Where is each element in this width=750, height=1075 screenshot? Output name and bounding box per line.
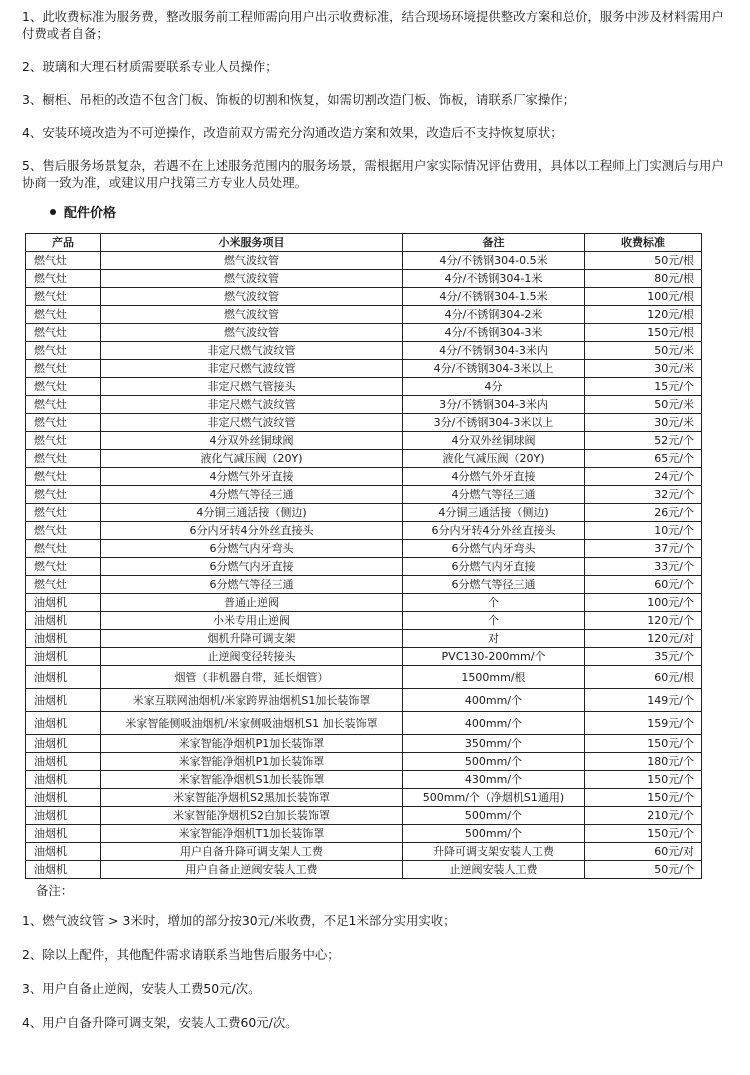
product-cell: 燃气灶 xyxy=(26,306,101,324)
service-item-cell: 米家智能净烟机S1加长装饰罩 xyxy=(101,771,403,789)
product-cell: 油烟机 xyxy=(26,753,101,771)
service-item-cell: 燃气波纹管 xyxy=(101,270,403,288)
remark-cell: 4分/不锈钢304-0.5米 xyxy=(403,252,585,270)
table-body xyxy=(26,252,702,879)
table-row xyxy=(26,252,702,270)
table-row xyxy=(26,735,702,753)
remark-cell: 400mm/个 xyxy=(403,712,585,735)
price-cell: 30元/米 xyxy=(585,360,702,378)
price-cell: 80元/根 xyxy=(585,270,702,288)
remark-cell: 6分燃气内牙弯头 xyxy=(403,540,585,558)
note-item: 2、除以上配件，其他配件需求请联系当地售后服务中心； xyxy=(22,947,340,962)
service-item-cell: 4分燃气外牙直接 xyxy=(101,468,403,486)
remark-cell: 430mm/个 xyxy=(403,771,585,789)
intro-terms xyxy=(22,8,734,207)
table-row xyxy=(26,771,702,789)
service-item-cell: 6分内牙转4分外丝直接头 xyxy=(101,522,403,540)
product-cell: 油烟机 xyxy=(26,825,101,843)
remark-cell: 500mm/个 xyxy=(403,753,585,771)
remark-cell: 400mm/个 xyxy=(403,689,585,712)
product-cell: 燃气灶 xyxy=(26,540,101,558)
product-cell: 燃气灶 xyxy=(26,558,101,576)
section-heading xyxy=(50,202,116,221)
note-item: 3、用户自备止逆阀，安装人工费50元/次。 xyxy=(22,981,261,996)
remark-cell: 个 xyxy=(403,594,585,612)
table-row xyxy=(26,807,702,825)
price-cell: 32元/个 xyxy=(585,486,702,504)
note-item: 1、燃气波纹管 > 3米时，增加的部分按30元/米收费，不足1米部分实用实收； xyxy=(22,913,456,928)
service-item-cell: 4分铜三通活接（侧边) xyxy=(101,504,403,522)
remark-cell: 液化气减压阀（20Y) xyxy=(403,450,585,468)
product-cell: 燃气灶 xyxy=(26,504,101,522)
remark-cell: 4分铜三通活接（侧边) xyxy=(403,504,585,522)
price-cell: 100元/个 xyxy=(585,594,702,612)
product-cell: 燃气灶 xyxy=(26,432,101,450)
price-cell: 150元/个 xyxy=(585,789,702,807)
table-row xyxy=(26,689,702,712)
table-row xyxy=(26,270,702,288)
intro-term: 3、橱柜、吊柜的改造不包含门板、饰板的切割和恢复，如需切割改造门板、饰板，请联系厂家操作； xyxy=(22,92,576,107)
table-row xyxy=(26,576,702,594)
product-cell: 燃气灶 xyxy=(26,378,101,396)
remark-cell: 4分 xyxy=(403,378,585,396)
service-item-cell: 6分燃气内牙弯头 xyxy=(101,540,403,558)
service-item-cell: 非定尺燃气管接头 xyxy=(101,378,403,396)
service-item-cell: 4分双外丝铜球阀 xyxy=(101,432,403,450)
service-item-cell: 米家智能侧吸油烟机/米家侧吸油烟机S1 加长装饰罩 xyxy=(101,712,403,735)
price-cell: 50元/根 xyxy=(585,252,702,270)
remark-cell: 升降可调支架安装人工费 xyxy=(403,843,585,861)
table-row xyxy=(26,522,702,540)
notes-list xyxy=(22,912,456,1048)
product-cell: 燃气灶 xyxy=(26,486,101,504)
remark-cell: 500mm/个 xyxy=(403,807,585,825)
intro-term: 4、安装环境改造为不可逆操作，改造前双方需充分沟通改造方案和效果，改造后不支持恢复原状； xyxy=(22,125,563,140)
service-item-cell: 非定尺燃气波纹管 xyxy=(101,396,403,414)
price-cell: 15元/个 xyxy=(585,378,702,396)
price-cell: 60元/对 xyxy=(585,843,702,861)
service-item-cell: 燃气波纹管 xyxy=(101,252,403,270)
remark-cell: 4分双外丝铜球阀 xyxy=(403,432,585,450)
remark-cell: 对 xyxy=(403,630,585,648)
service-item-cell: 烟机升降可调支架 xyxy=(101,630,403,648)
section-title: 配件价格 xyxy=(64,206,117,221)
table-row xyxy=(26,468,702,486)
service-item-cell: 用户自备升降可调支架人工费 xyxy=(101,843,403,861)
remark-cell: 6分内牙转4分外丝直接头 xyxy=(403,522,585,540)
product-cell: 燃气灶 xyxy=(26,342,101,360)
service-item-cell: 米家智能净烟机T1加长装饰罩 xyxy=(101,825,403,843)
remark-cell: 4分/不锈钢304-1.5米 xyxy=(403,288,585,306)
price-cell: 210元/个 xyxy=(585,807,702,825)
service-item-cell: 非定尺燃气波纹管 xyxy=(101,414,403,432)
price-cell: 50元/个 xyxy=(585,861,702,879)
intro-term: 1、此收费标准为服务费，整改服务前工程师需向用户出示收费标准，结合现场环境提供整改方案和总价，服务中涉及材料需用户付费或者自备； xyxy=(22,9,724,41)
price-cell: 150元/个 xyxy=(585,825,702,843)
product-cell: 燃气灶 xyxy=(26,522,101,540)
header-price: 收费标准 xyxy=(585,234,702,252)
price-cell: 60元/根 xyxy=(585,666,702,689)
remark-cell: 3分/不锈钢304-3米内 xyxy=(403,396,585,414)
service-item-cell: 用户自备止逆阀安装人工费 xyxy=(101,861,403,879)
table-row xyxy=(26,594,702,612)
remark-cell: 1500mm/根 xyxy=(403,666,585,689)
product-cell: 油烟机 xyxy=(26,843,101,861)
product-cell: 燃气灶 xyxy=(26,576,101,594)
remark-cell: 350mm/个 xyxy=(403,735,585,753)
table-row xyxy=(26,288,702,306)
product-cell: 燃气灶 xyxy=(26,450,101,468)
product-cell: 油烟机 xyxy=(26,807,101,825)
product-cell: 油烟机 xyxy=(26,666,101,689)
service-item-cell: 燃气波纹管 xyxy=(101,324,403,342)
service-item-cell: 止逆阀变径转接头 xyxy=(101,648,403,666)
price-cell: 10元/个 xyxy=(585,522,702,540)
remark-cell: 4分/不锈钢304-3米内 xyxy=(403,342,585,360)
price-cell: 60元/个 xyxy=(585,576,702,594)
table-row xyxy=(26,558,702,576)
price-cell: 150元/个 xyxy=(585,771,702,789)
remark-cell: 4分燃气外牙直接 xyxy=(403,468,585,486)
product-cell: 油烟机 xyxy=(26,789,101,807)
price-cell: 26元/个 xyxy=(585,504,702,522)
product-cell: 油烟机 xyxy=(26,689,101,712)
note-item: 4、用户自备升降可调支架，安装人工费60元/次。 xyxy=(22,1015,298,1030)
table-row xyxy=(26,825,702,843)
remark-cell: 个 xyxy=(403,612,585,630)
service-item-cell: 小米专用止逆阀 xyxy=(101,612,403,630)
product-cell: 油烟机 xyxy=(26,594,101,612)
header-remark: 备注 xyxy=(403,234,585,252)
product-cell: 油烟机 xyxy=(26,771,101,789)
product-cell: 燃气灶 xyxy=(26,324,101,342)
price-cell: 149元/个 xyxy=(585,689,702,712)
remark-cell: 止逆阀安装人工费 xyxy=(403,861,585,879)
price-cell: 100元/根 xyxy=(585,288,702,306)
price-table xyxy=(25,233,702,879)
table-row xyxy=(26,432,702,450)
product-cell: 燃气灶 xyxy=(26,288,101,306)
service-item-cell: 非定尺燃气波纹管 xyxy=(101,360,403,378)
table-row xyxy=(26,342,702,360)
intro-term: 5、售后服务场景复杂，若遇不在上述服务范围内的服务场景，需根据用户家实际情况评估费用，具体以工程师上门实测后与用户协商一致为准，或建议用户找第三方专业人员处理。 xyxy=(22,158,724,190)
product-cell: 燃气灶 xyxy=(26,360,101,378)
table-row xyxy=(26,612,702,630)
table-row xyxy=(26,630,702,648)
remark-cell: 3分/不锈钢304-3米以上 xyxy=(403,414,585,432)
price-cell: 150元/根 xyxy=(585,324,702,342)
service-item-cell: 4分燃气等径三通 xyxy=(101,486,403,504)
price-cell: 33元/个 xyxy=(585,558,702,576)
table-row xyxy=(26,648,702,666)
product-cell: 燃气灶 xyxy=(26,270,101,288)
header-product: 产品 xyxy=(26,234,101,252)
price-cell: 65元/个 xyxy=(585,450,702,468)
price-cell: 37元/个 xyxy=(585,540,702,558)
product-cell: 油烟机 xyxy=(26,861,101,879)
price-cell: 50元/米 xyxy=(585,396,702,414)
price-cell: 24元/个 xyxy=(585,468,702,486)
table-row xyxy=(26,666,702,689)
price-cell: 52元/个 xyxy=(585,432,702,450)
price-cell: 159元/个 xyxy=(585,712,702,735)
remark-cell: 6分燃气等径三通 xyxy=(403,576,585,594)
service-item-cell: 燃气波纹管 xyxy=(101,306,403,324)
remark-cell: 4分/不锈钢304-1米 xyxy=(403,270,585,288)
service-item-cell: 液化气减压阀（20Y) xyxy=(101,450,403,468)
service-item-cell: 米家智能净烟机S2白加长装饰罩 xyxy=(101,807,403,825)
service-item-cell: 普通止逆阀 xyxy=(101,594,403,612)
table-row xyxy=(26,450,702,468)
table-row xyxy=(26,486,702,504)
price-cell: 120元/对 xyxy=(585,630,702,648)
price-cell: 50元/米 xyxy=(585,342,702,360)
intro-term: 2、玻璃和大理石材质需要联系专业人员操作； xyxy=(22,59,278,74)
price-cell: 120元/个 xyxy=(585,612,702,630)
table-row xyxy=(26,753,702,771)
table-row xyxy=(26,861,702,879)
price-cell: 30元/米 xyxy=(585,414,702,432)
product-cell: 燃气灶 xyxy=(26,468,101,486)
service-item-cell: 米家智能净烟机P1加长装饰罩 xyxy=(101,735,403,753)
table-row xyxy=(26,360,702,378)
table-row xyxy=(26,378,702,396)
remark-cell: 500mm/个 xyxy=(403,825,585,843)
service-item-cell: 非定尺燃气波纹管 xyxy=(101,342,403,360)
price-cell: 120元/根 xyxy=(585,306,702,324)
remark-cell: 500mm/个（净烟机S1通用) xyxy=(403,789,585,807)
table-row xyxy=(26,712,702,735)
table-header-row xyxy=(26,234,702,252)
service-item-cell: 米家智能净烟机S2黑加长装饰罩 xyxy=(101,789,403,807)
service-item-cell: 6分燃气等径三通 xyxy=(101,576,403,594)
table-row xyxy=(26,306,702,324)
product-cell: 油烟机 xyxy=(26,735,101,753)
bullet-icon xyxy=(50,209,56,215)
remark-cell: 4分/不锈钢304-3米以上 xyxy=(403,360,585,378)
product-cell: 燃气灶 xyxy=(26,252,101,270)
product-cell: 油烟机 xyxy=(26,630,101,648)
remark-cell: 6分燃气内牙直接 xyxy=(403,558,585,576)
product-cell: 燃气灶 xyxy=(26,414,101,432)
notes-title: 备注： xyxy=(36,883,74,898)
product-cell: 油烟机 xyxy=(26,648,101,666)
price-cell: 150元/个 xyxy=(585,735,702,753)
price-cell: 180元/个 xyxy=(585,753,702,771)
service-item-cell: 燃气波纹管 xyxy=(101,288,403,306)
remark-cell: PVC130-200mm/个 xyxy=(403,648,585,666)
remark-cell: 4分/不锈钢304-3米 xyxy=(403,324,585,342)
product-cell: 油烟机 xyxy=(26,712,101,735)
table-row xyxy=(26,414,702,432)
service-item-cell: 米家智能净烟机P1加长装饰罩 xyxy=(101,753,403,771)
table-row xyxy=(26,396,702,414)
service-item-cell: 6分燃气内牙直接 xyxy=(101,558,403,576)
product-cell: 油烟机 xyxy=(26,612,101,630)
product-cell: 燃气灶 xyxy=(26,396,101,414)
table-row xyxy=(26,324,702,342)
table-row xyxy=(26,789,702,807)
table-row xyxy=(26,843,702,861)
header-service-item: 小米服务项目 xyxy=(101,234,403,252)
service-item-cell: 烟管（非机器自带，延长烟管） xyxy=(101,666,403,689)
service-item-cell: 米家互联网油烟机/米家跨界油烟机S1加长装饰罩 xyxy=(101,689,403,712)
price-cell: 35元/个 xyxy=(585,648,702,666)
table-row xyxy=(26,540,702,558)
table-row xyxy=(26,504,702,522)
remark-cell: 4分/不锈钢304-2米 xyxy=(403,306,585,324)
remark-cell: 4分燃气等径三通 xyxy=(403,486,585,504)
